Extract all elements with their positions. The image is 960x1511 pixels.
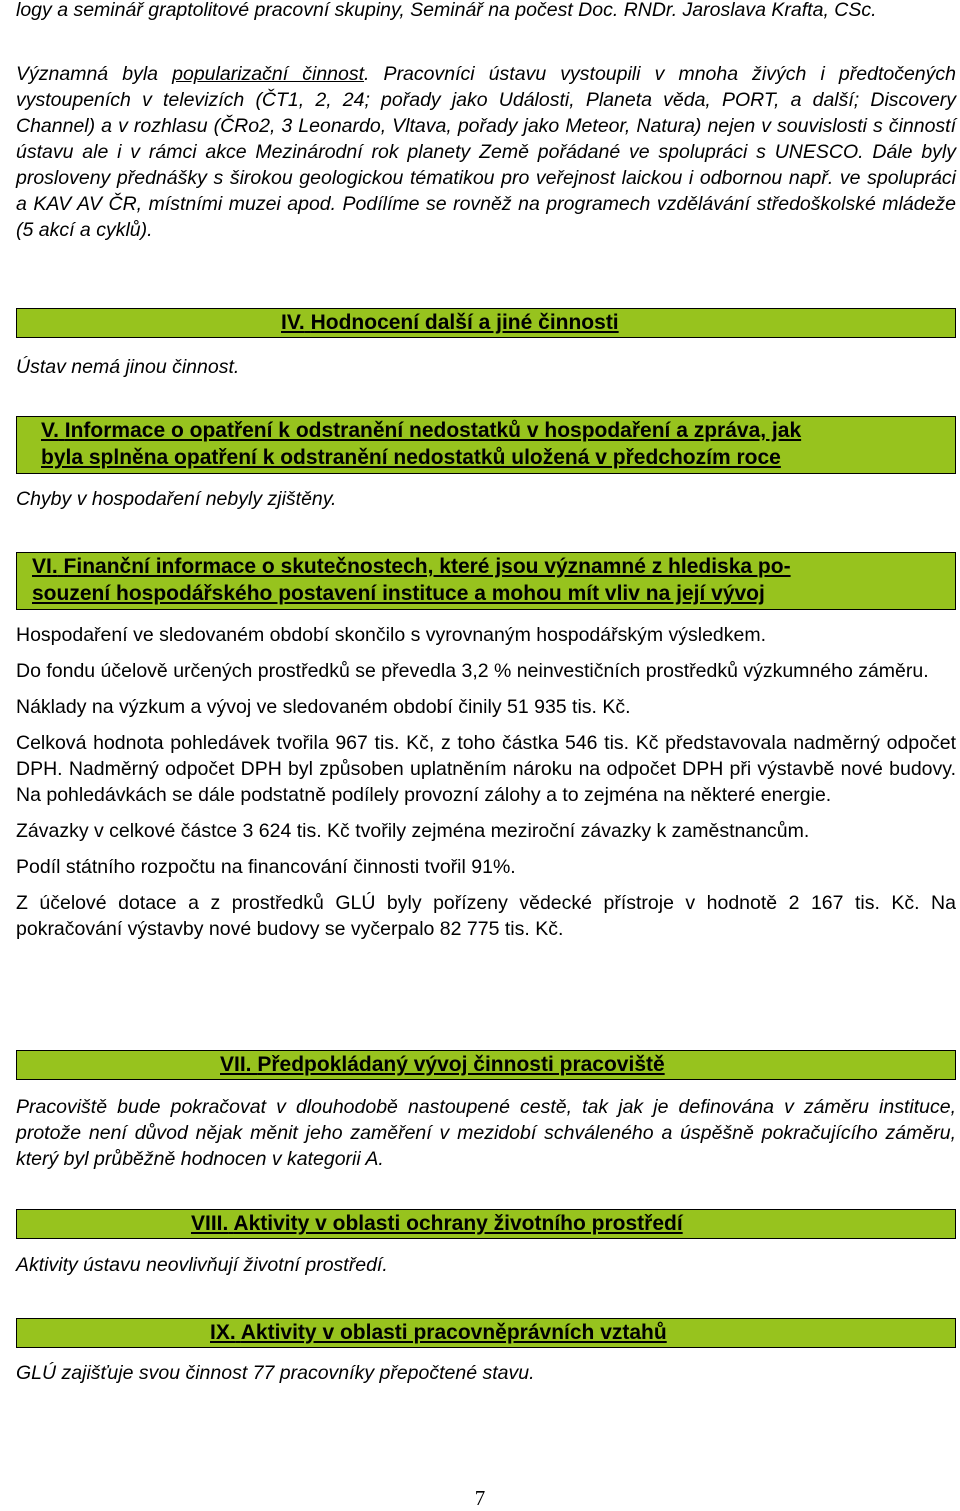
finance-para: Celková hodnota pohledávek tvořila 967 tis. Kč, z toho částka 546 tis. Kč představovala nadměrný odpočet DPH. Nadměrný odpočet DPH byl způsoben uplatněním nároku na odpočet DPH při výstavbě nové budovy. Na pohledávkách se dále podstatně podílely provozní zálohy a to zejména na některé energie. bbox=[16, 732, 956, 806]
section-iv-band bbox=[16, 308, 956, 338]
section-iv-text-box bbox=[16, 353, 286, 387]
finance-para: Z účelové dotace a z prostředků GLÚ byly pořízeny vědecké přístroje v hodnotě 2 167 tis. Kč. Na pokračování výstavby nové budovy se vyčerpalo 82 775 tis. Kč. bbox=[16, 892, 956, 940]
section-iv-text: Ústav nemá jinou činnost. bbox=[16, 356, 240, 378]
section-v-title-2: byla splněna opatření k odstranění nedostatků uložená v předchozím roce bbox=[41, 446, 781, 469]
pop-emph: popularizační činnost bbox=[172, 63, 365, 85]
section-v-text: Chyby v hospodaření nebyly zjištěny. bbox=[16, 488, 337, 510]
pop-pre: Významná byla bbox=[16, 63, 173, 85]
section-vii-heading: Předpokládaný vývoj činnosti pracoviště bbox=[257, 1053, 665, 1076]
finance-para: Podíl státního rozpočtu na financování činnosti tvořil 91%. bbox=[16, 856, 516, 878]
finance-para: Závazky v celkové částce 3 624 tis. Kč tvořily zejména meziroční závazky k zaměstnancům. bbox=[16, 820, 810, 842]
section-vi-title-2: souzení hospodářského postavení instituce a mohou mít vliv na její vývoj bbox=[32, 582, 765, 605]
section-vii-body bbox=[16, 1094, 956, 1172]
section-ix-heading: Aktivity v oblasti pracovněprávních vztahů bbox=[240, 1321, 667, 1344]
section-iv-heading: Hodnocení další a jiné činnosti bbox=[310, 311, 619, 334]
section-vi-title bbox=[17, 553, 955, 580]
section-viii-body bbox=[16, 1252, 956, 1278]
pop-post: . Pracovníci ústavu vystoupili v mnoha živých i předtočených vystoupeních v televizích (ČT1, 2, 24; pořady jako Události, Planeta věda, PORT, a další; Discovery Channel) a v rozhlasu (ČRo2, 3 Leonardo, Vltava, pořady jako Meteor, Natura) nejen v souvislosti s činností ústavu ale i v rámci akce Mezinárodní rok planety Země pořádané ve spolupráci s UNESCO. Dále byly prosloveny přednášky s širokou geologickou tématikou pro veřejnost laickou i odbornou např. ve spolupráci a KAV AV ČR, místními muzei apod. Podílíme se rovněž na programech vzdělávání středoškolské mládeže (5 akcí a cyklů). bbox=[16, 63, 956, 241]
section-vi-band bbox=[16, 552, 956, 610]
finance-para: Do fondu účelově určených prostředků se převedla 3,2 % neinvestičních prostředků výzkumného záměru. bbox=[16, 660, 929, 682]
section-ix-text: GLÚ zajišťuje svou činnost 77 pracovníky přepočtené stavu. bbox=[16, 1362, 535, 1384]
section-v-title bbox=[17, 417, 955, 444]
section-ix-body bbox=[16, 1360, 956, 1386]
finance-para: Hospodaření ve sledovaném období skončilo s vyrovnaným hospodářským výsledkem. bbox=[16, 624, 767, 646]
section-vi-num: VI. bbox=[32, 555, 58, 578]
section-vii-title bbox=[17, 1051, 955, 1079]
intro-line: logy a seminář graptolitové pracovní skupiny, Seminář na počest Doc. RNDr. Jaroslava Krafta, CSc. bbox=[16, 0, 877, 21]
section-viii-text: Aktivity ústavu neovlivňují životní prostředí. bbox=[16, 1254, 388, 1276]
section-v-num: V. bbox=[41, 419, 59, 442]
section-vii-num: VII. bbox=[220, 1053, 252, 1076]
section-viii-num: VIII. bbox=[191, 1212, 229, 1235]
section-vii-text: Pracoviště bude pokračovat v dlouhodobě nastoupené cestě, tak jak je definována v záměru instituce, protože není důvod nějak měnit jeho zaměření v mezidobí schváleného a úspěšně pokračujícího záměru, který byl průběžně hodnocen v kategorii A. bbox=[16, 1096, 956, 1170]
section-iv-num: IV. bbox=[281, 311, 305, 334]
page-number: 7 bbox=[474, 1486, 486, 1510]
section-ix-num: IX. bbox=[210, 1321, 236, 1344]
section-viii-title bbox=[17, 1210, 955, 1238]
section-viii-band bbox=[16, 1209, 956, 1239]
section-v-body bbox=[16, 486, 956, 512]
section-ix-band bbox=[16, 1318, 956, 1348]
intro-continuation bbox=[16, 0, 956, 23]
section-iv-title bbox=[17, 309, 955, 337]
popularization-text bbox=[16, 61, 956, 243]
section-v-heading-1: Informace o opatření k odstranění nedostatků v hospodaření a zpráva, jak bbox=[64, 419, 802, 442]
section-viii-heading: Aktivity v oblasti ochrany životního prostředí bbox=[233, 1212, 683, 1235]
section-vi-body bbox=[16, 622, 956, 942]
section-vii-band bbox=[16, 1050, 956, 1080]
section-vi-heading-1: Finanční informace o skutečnostech, které jsou významné z hlediska po- bbox=[63, 555, 791, 578]
finance-para: Náklady na výzkum a vývoj ve sledovaném období činily 51 935 tis. Kč. bbox=[16, 696, 631, 718]
section-v-band bbox=[16, 416, 956, 474]
section-ix-title bbox=[17, 1319, 955, 1347]
popularization-paragraph bbox=[16, 61, 956, 243]
